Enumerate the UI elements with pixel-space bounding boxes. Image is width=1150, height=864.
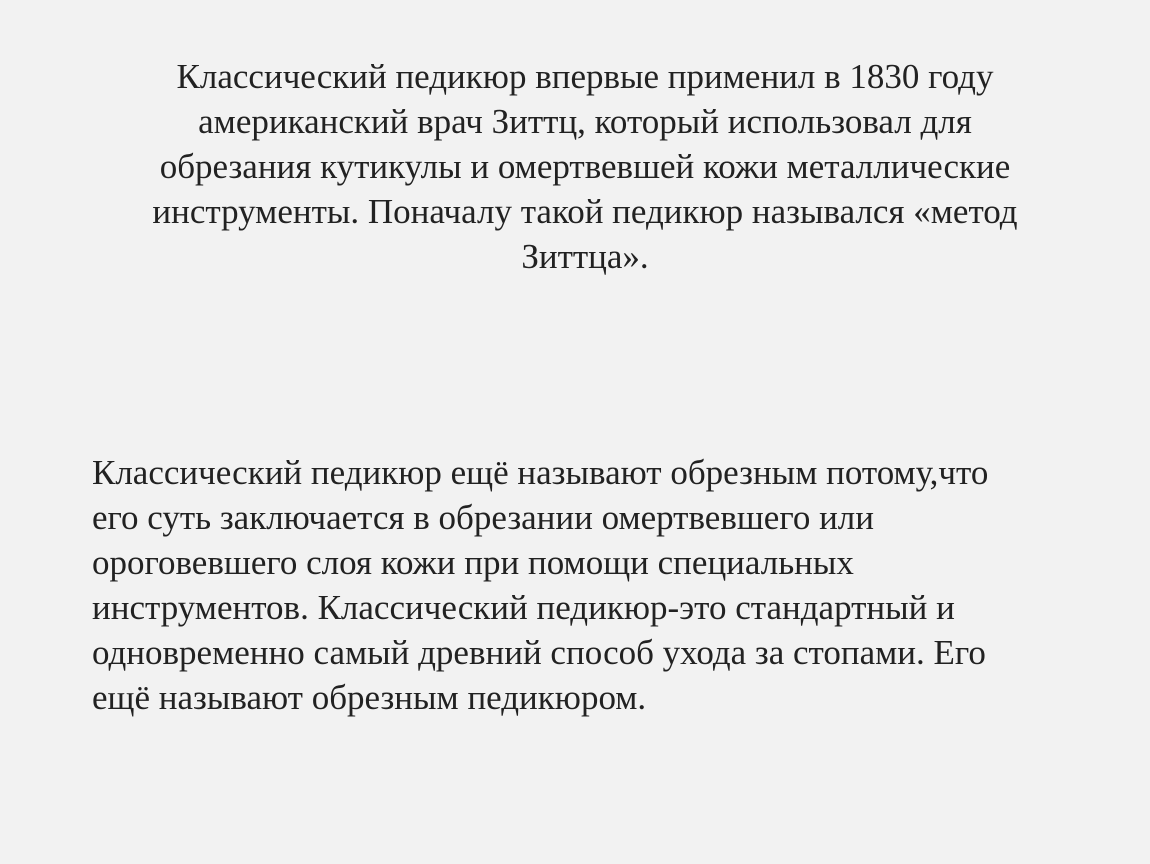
text-line: Зиттца». [521, 237, 649, 276]
text-line: инструменты. Поначалу такой педикюр назывался «метод [152, 192, 1018, 231]
definition-paragraph [92, 450, 1092, 720]
text-line: Классический педикюр впервые применил в 1830 году [176, 57, 994, 96]
text-line: инструментов. Классический педикюр-это стандартный и [92, 588, 955, 627]
text-line: ещё называют обрезным педикюром. [92, 678, 647, 717]
text-line: Классический педикюр ещё называют обрезным потому,что [92, 453, 989, 492]
text-line: его суть заключается в обрезании омертвевшего или [92, 498, 874, 537]
text-line: ороговевшего слоя кожи при помощи специальных [92, 543, 854, 582]
history-paragraph [95, 54, 1075, 279]
text-line: одновременно самый древний способ ухода за стопами. Его [92, 633, 986, 672]
text-line: обрезания кутикулы и омертвевшей кожи металлические [159, 147, 1011, 186]
text-line: американский врач Зиттц, который использовал для [198, 102, 972, 141]
